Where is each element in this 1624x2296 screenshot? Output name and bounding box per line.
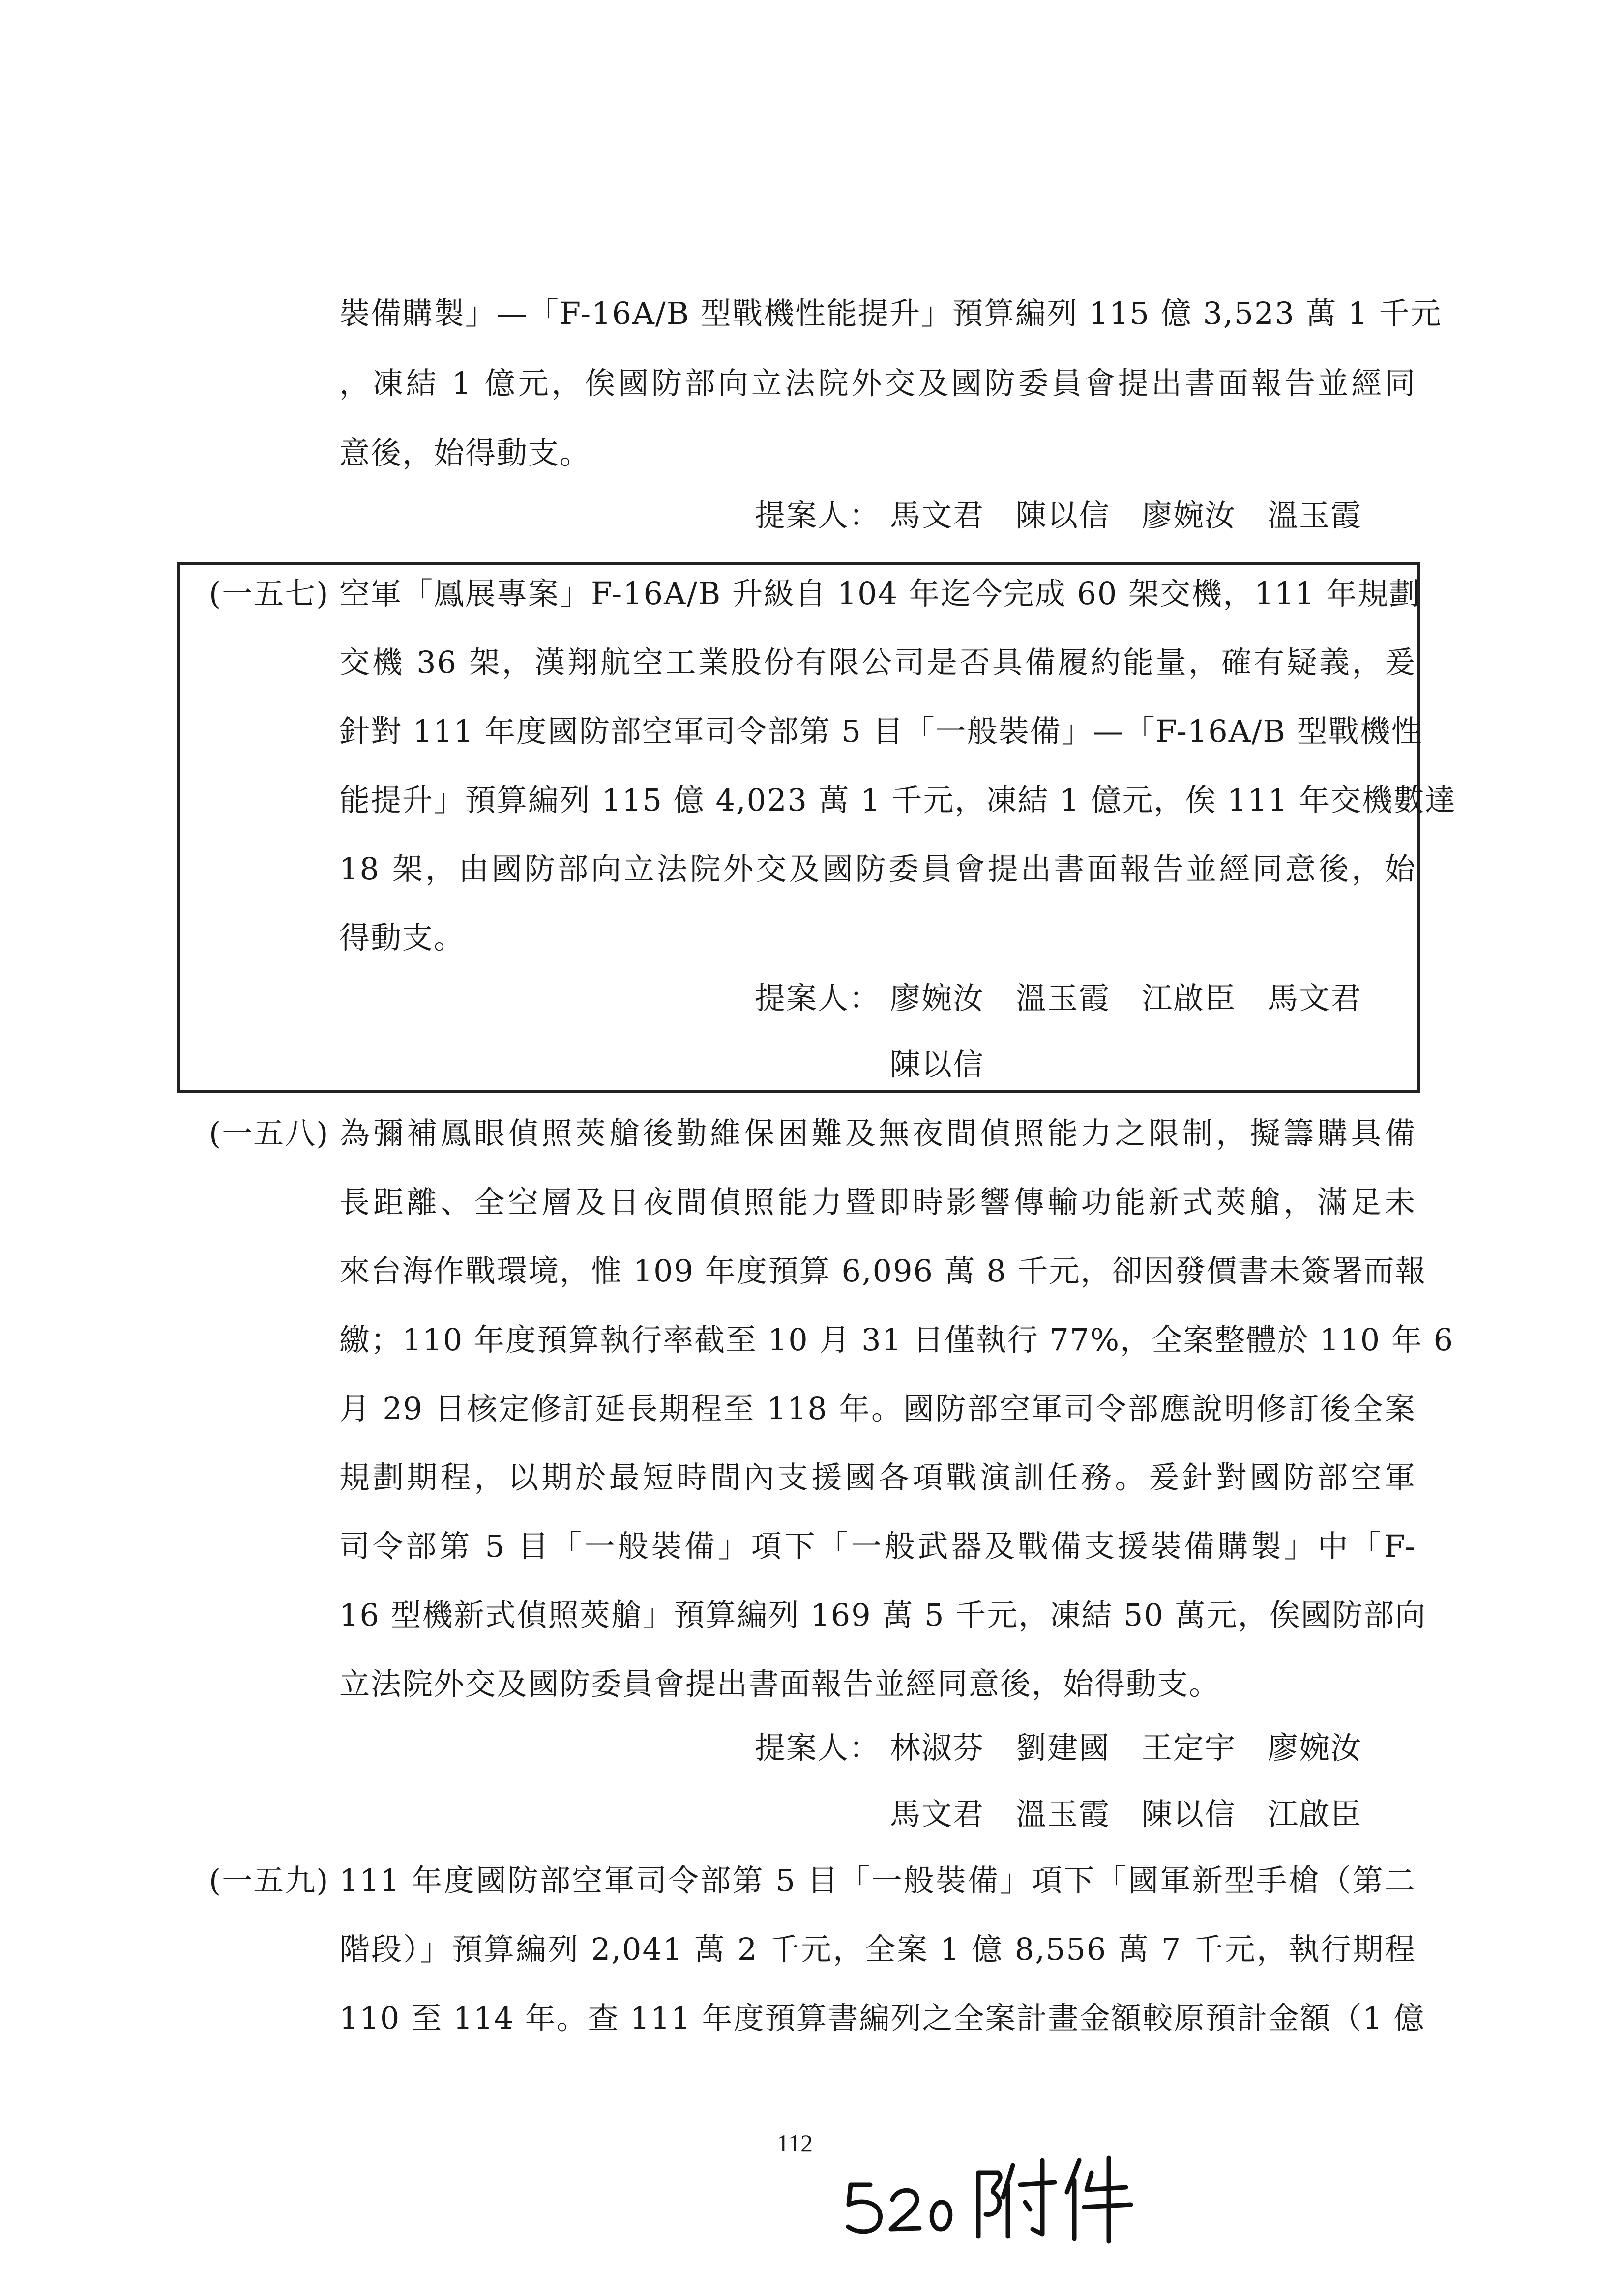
paragraph-line: 繳；110 年度預算執行率截至 10 月 31 日僅執行 77%，全案整體於 110 年 6 bbox=[339, 1322, 1454, 1358]
paragraph-line: ，凍結 1 億元，俟國防部向立法院外交及國防委員會提出書面報告並經同 bbox=[339, 365, 1416, 401]
proposers-names: 廖婉汝 溫玉霞 江啟臣 馬文君 bbox=[890, 980, 1362, 1016]
item-number: (一五七) bbox=[209, 576, 329, 611]
proposers-label: 提案人： bbox=[755, 1730, 881, 1766]
paragraph-line: 16 型機新式偵照莢艙」預算編列 169 萬 5 千元，凍結 50 萬元，俟國防部向 bbox=[339, 1597, 1427, 1633]
proposers-label: 提案人： bbox=[755, 980, 881, 1016]
paragraph-line: 裝備購製」—「F-16A/B 型戰機性能提升」預算編列 115 億 3,523 萬 1 千元 bbox=[339, 295, 1442, 331]
paragraph-line: 長距離、全空層及日夜間偵照能力暨即時影響傳輸功能新式莢艙，滿足未 bbox=[339, 1184, 1416, 1220]
paragraph-line: 交機 36 架，漢翔航空工業股份有限公司是否具備履約能量，確有疑義，爰 bbox=[339, 644, 1416, 680]
proposers-names: 馬文君 陳以信 廖婉汝 溫玉霞 bbox=[890, 497, 1362, 533]
paragraph-line: 立法院外交及國防委員會提出書面報告並經同意後，始得動支。 bbox=[339, 1666, 1221, 1702]
page-number: 112 bbox=[777, 2129, 813, 2157]
paragraph-line: 得動支。 bbox=[339, 920, 466, 956]
paragraph-line: 18 架，由國防部向立法院外交及國防委員會提出書面報告並經同意後，始 bbox=[339, 851, 1416, 887]
paragraph-line: 為彌補鳳眼偵照莢艙後勤維保困難及無夜間偵照能力之限制，擬籌購具備 bbox=[339, 1115, 1416, 1151]
paragraph-line: 空軍「鳳展專案」F-16A/B 升級自 104 年迄今完成 60 架交機，111 年規劃 bbox=[339, 576, 1421, 611]
paragraph-line: 111 年度國防部空軍司令部第 5 目「一般裝備」項下「國軍新型手槍（第二 bbox=[339, 1862, 1416, 1898]
item-number: (一五九) bbox=[209, 1862, 329, 1898]
paragraph-line: 針對 111 年度國防部空軍司令部第 5 目「一般裝備」—「F-16A/B 型戰機性 bbox=[339, 713, 1423, 749]
paragraph-line: 110 至 114 年。查 111 年度預算書編列之全案計畫金額較原預計金額（1 億 bbox=[339, 2000, 1425, 2036]
paragraph-line: 階段）」預算編列 2,041 萬 2 千元，全案 1 億 8,556 萬 7 千元，執行期程 bbox=[339, 1931, 1416, 1967]
paragraph-line: 司令部第 5 目「一般裝備」項下「一般武器及戰備支援裝備購製」中「F- bbox=[339, 1528, 1416, 1564]
proposers-names: 林淑芬 劉建國 王定宇 廖婉汝 bbox=[890, 1730, 1362, 1766]
paragraph-line: 來台海作戰環境，惟 109 年度預算 6,096 萬 8 千元，卻因發價書未簽署而報 bbox=[339, 1253, 1427, 1289]
paragraph-line: 意後，始得動支。 bbox=[339, 435, 591, 471]
proposers-names: 馬文君 溫玉霞 陳以信 江啟臣 bbox=[890, 1796, 1362, 1832]
paragraph-line: 能提升」預算編列 115 億 4,023 萬 1 千元，凍結 1 億元，俟 111 年交機數達 bbox=[339, 782, 1457, 818]
paragraph-line: 月 29 日核定修訂延長期程至 118 年。國防部空軍司令部應說明修訂後全案 bbox=[339, 1391, 1416, 1426]
handwritten-annotation bbox=[836, 2138, 1141, 2246]
proposers-label: 提案人： bbox=[755, 497, 881, 533]
paragraph-line: 規劃期程，以期於最短時間內支援國各項戰演訓任務。爰針對國防部空軍 bbox=[339, 1459, 1416, 1495]
proposers-names: 陳以信 bbox=[890, 1046, 985, 1082]
item-number: (一五八) bbox=[209, 1115, 329, 1151]
